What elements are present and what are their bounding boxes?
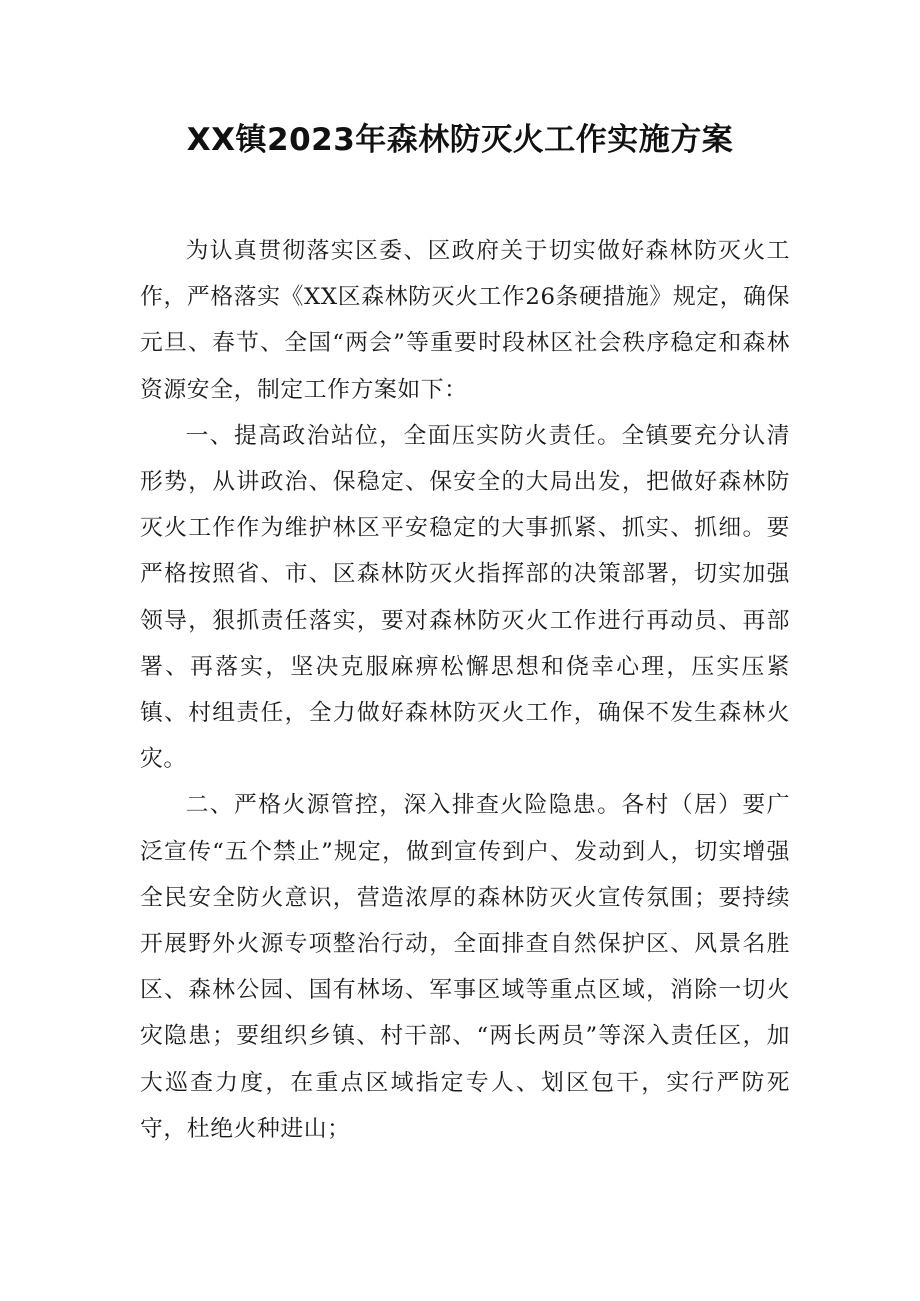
paragraph-intro: 为认真贯彻落实区委、区政府关于切实做好森林防灭火工作，严格落实《XX区森林防灭火工作26条硬措施》规定，确保元旦、春节、全国“两会”等重要时段林区社会秩序稳定和森林资源安全，制定工作方案如下： xyxy=(140,238,790,403)
paragraph-section-2: 二、严格火源管控，深入排查火险隐患。各村（居）要广泛宣传“五个禁止”规定，做到宣传到户、发动到人，切实增强全民安全防火意识，营造浓厚的森林防灭火宣传氛围；要持续开展野外火源专项整治行动，全面排查自然保护区、风景名胜区、森林公园、国有林场、军事区域等重点区域，消除一切火灾隐患；要组织乡镇、村干部、“两长两员”等深入责任区，加大巡查力度，在重点区域指定专人、划区包干，实行严防死守，杜绝火种进山； xyxy=(140,792,790,1142)
document-title: XX镇2023年森林防灭火工作实施方案 xyxy=(186,122,734,158)
paragraph-section-1: 一、提高政治站位，全面压实防火责任。全镇要充分认清形势，从讲政治、保稳定、保安全的大局出发，把做好森林防灭火工作作为维护林区平安稳定的大事抓紧、抓实、抓细。要严格按照省、市、区森林防灭火指挥部的决策部署，切实加强领导，狠抓责任落实，要对森林防灭火工作进行再动员、再部署、再落实，坚决克服麻痹松懈思想和侥幸心理，压实压紧镇、村组责任，全力做好森林防灭火工作，确保不发生森林火灾。 xyxy=(140,422,790,773)
document-body xyxy=(140,228,790,1152)
